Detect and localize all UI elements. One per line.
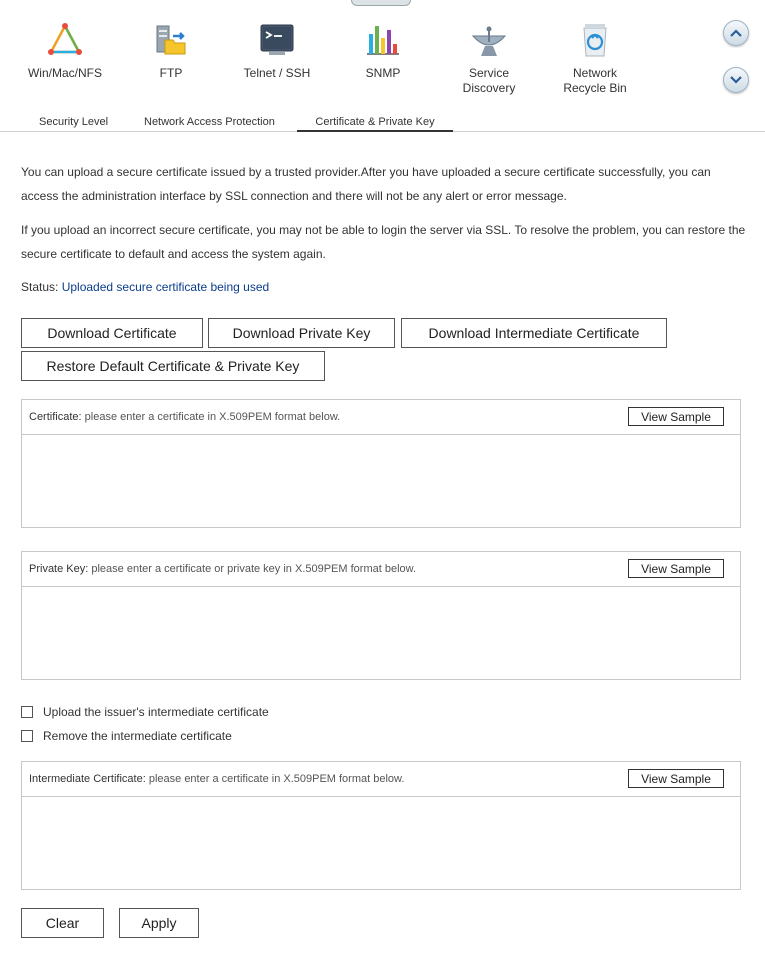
certificate-hint: please enter a certificate in X.509PEM format below. — [84, 411, 341, 423]
toolbar-item-snmp[interactable] — [333, 20, 433, 81]
intermediate-hint: please enter a certificate in X.509PEM format below. — [148, 773, 405, 785]
status-line — [21, 280, 269, 294]
tab-bar — [0, 116, 765, 132]
terminal-icon — [257, 20, 297, 60]
intermediate-certificate-panel — [21, 761, 741, 890]
satellite-dish-icon — [469, 20, 509, 60]
upload-intermediate-checkbox[interactable] — [21, 706, 33, 718]
toolbar-item-label: SNMP — [365, 66, 401, 80]
private-key-panel-header — [22, 552, 740, 587]
toolbar-item-label: Win/Mac/NFS — [27, 66, 102, 80]
restore-default-button[interactable]: Restore Default Certificate & Private Key — [21, 351, 325, 381]
chevron-down-icon — [729, 75, 743, 85]
clear-button[interactable]: Clear — [21, 908, 104, 938]
intermediate-textarea[interactable] — [22, 797, 740, 889]
toolbar-item-service-discovery[interactable] — [439, 20, 539, 96]
toolbar-item-label: Service Discovery — [462, 66, 516, 95]
status-value: Uploaded secure certificate being used — [61, 280, 270, 294]
download-intermediate-certificate-button[interactable]: Download Intermediate Certificate — [401, 318, 667, 348]
certificate-label: Certificate: — [29, 411, 82, 423]
description-paragraph-2: If you upload an incorrect secure certificate, you may not be able to login the server via SSL. To resolve the problem, you can restore the secure certificate to default and access the system again. — [21, 223, 746, 261]
private-key-label-text — [29, 563, 416, 575]
certificate-textarea[interactable] — [22, 435, 740, 527]
scroll-up-button[interactable] — [723, 20, 749, 46]
certificate-panel-header — [22, 400, 740, 435]
upload-intermediate-label: Upload the issuer's intermediate certificate — [43, 705, 269, 719]
certificate-view-sample-button[interactable]: View Sample — [628, 407, 724, 426]
upload-intermediate-option — [21, 705, 269, 719]
intermediate-label-text — [29, 773, 404, 785]
toolbar-item-label: Network Recycle Bin — [563, 66, 627, 95]
chevron-up-icon — [729, 28, 743, 38]
toolbar-item-label: FTP — [159, 66, 183, 80]
remove-intermediate-checkbox[interactable] — [21, 730, 33, 742]
intermediate-view-sample-button[interactable]: View Sample — [628, 769, 724, 788]
toolbar-item-telnet-ssh[interactable] — [227, 20, 327, 81]
description-paragraph-1: You can upload a secure certificate issued by a trusted provider.After you have uploaded a secure certificate successfully, you can access the administration interface by SSL connection and there will not be any alert or error message. — [21, 165, 711, 203]
recycle-bin-icon — [575, 20, 615, 60]
ftp-icon — [151, 20, 191, 60]
private-key-hint: please enter a certificate or private key in X.509PEM format below. — [91, 563, 417, 575]
private-key-view-sample-button[interactable]: View Sample — [628, 559, 724, 578]
intermediate-label: Intermediate Certificate: — [29, 773, 146, 785]
private-key-panel — [21, 551, 741, 680]
tab-network-access-protection[interactable]: Network Access Protection — [144, 116, 275, 128]
status-label: Status: — [21, 280, 59, 294]
toolbar-item-label: Telnet / SSH — [243, 66, 311, 80]
remove-intermediate-label: Remove the intermediate certificate — [43, 729, 232, 743]
download-certificate-button[interactable]: Download Certificate — [21, 318, 203, 348]
private-key-label: Private Key: — [29, 563, 89, 575]
toolbar-item-ftp[interactable] — [121, 20, 221, 81]
download-private-key-button[interactable]: Download Private Key — [208, 318, 395, 348]
intermediate-panel-header — [22, 762, 740, 797]
certificate-panel — [21, 399, 741, 528]
apply-button[interactable]: Apply — [119, 908, 199, 938]
snmp-chart-icon — [363, 20, 403, 60]
toolbar-item-network-recycle-bin[interactable] — [545, 20, 645, 96]
win-mac-nfs-icon — [45, 20, 85, 60]
service-icons-toolbar — [0, 0, 765, 100]
tab-security-level[interactable]: Security Level — [39, 116, 109, 128]
remove-intermediate-option — [21, 729, 232, 743]
scroll-down-button[interactable] — [723, 67, 749, 93]
toolbar-item-win-mac-nfs[interactable] — [15, 20, 115, 81]
tab-certificate-private-key[interactable]: Certificate & Private Key — [297, 116, 453, 132]
private-key-textarea[interactable] — [22, 587, 740, 679]
certificate-label-text — [29, 411, 340, 423]
